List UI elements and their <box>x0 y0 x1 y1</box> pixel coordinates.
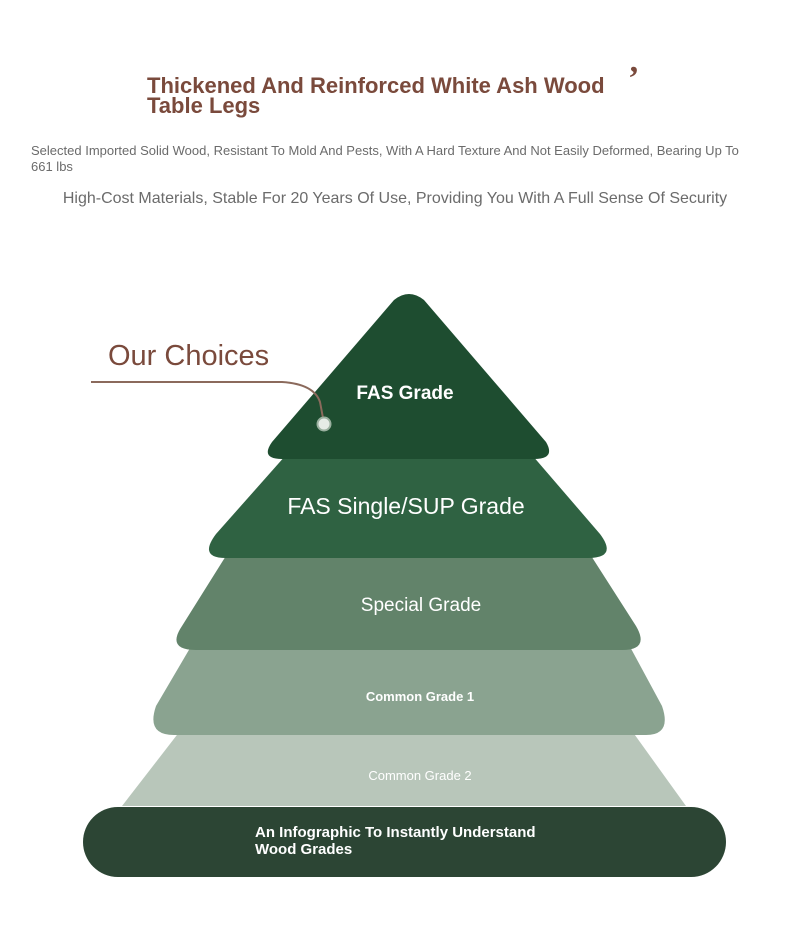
callout-line <box>91 382 323 418</box>
tier-label-common-grade-1: Common Grade 1 <box>365 689 475 704</box>
tier-label-common-grade-2: Common Grade 2 <box>368 768 472 783</box>
banner-caption: An Infographic To Instantly Understand Wood Grades <box>255 824 536 858</box>
title-apostrophe-mark: ’ <box>628 60 640 97</box>
product-description: Selected Imported Solid Wood, Resistant To Mold And Pests, With A Hard Texture And Not Easily Deformed, Bearing Up To 661 lbs <box>31 143 739 174</box>
tier-label-fas-grade: FAS Grade <box>356 383 454 404</box>
tier-fas-grade <box>268 294 549 459</box>
our-choices-callout: Our Choices <box>108 340 270 372</box>
page-title: Thickened And Reinforced White Ash Wood Table Legs <box>147 73 605 118</box>
product-tagline: High-Cost Materials, Stable For 20 Years Of Use, Providing You With A Full Sense Of Security <box>62 190 728 207</box>
tier-label-special-grade: Special Grade <box>360 595 482 616</box>
tier-label-fas-single-sup-grade: FAS Single/SUP Grade <box>287 493 525 519</box>
callout-marker-dot <box>318 418 331 431</box>
